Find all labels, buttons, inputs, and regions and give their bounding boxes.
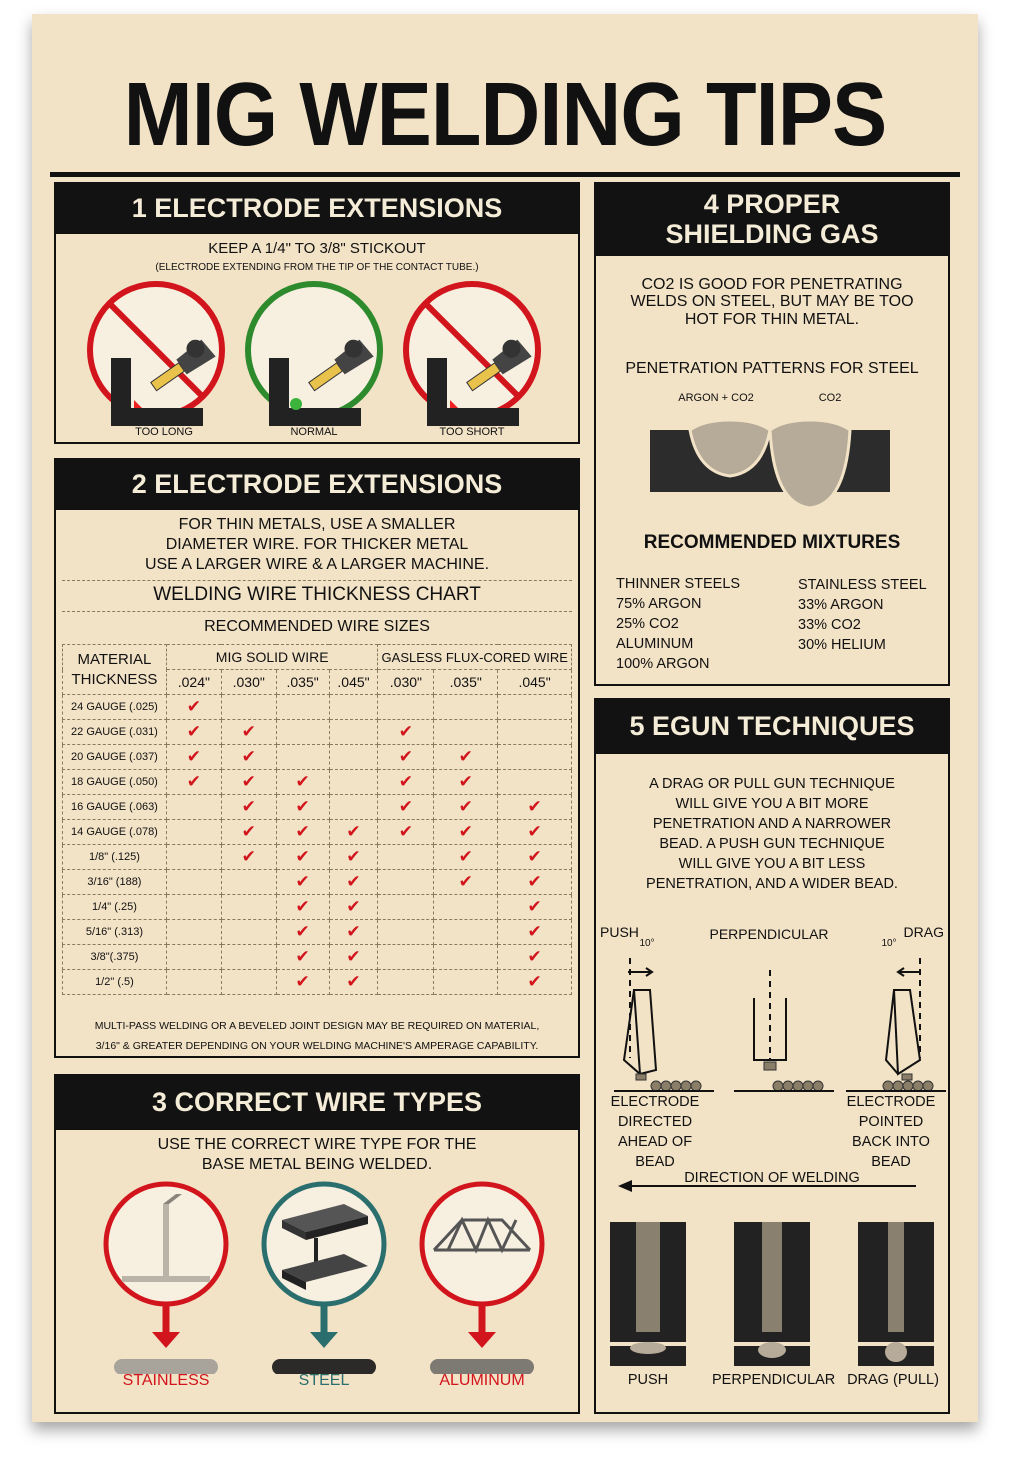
- bead-label-drag: DRAG (PULL): [847, 1372, 939, 1388]
- wire-size-header: .035": [434, 670, 498, 695]
- empty-cell: [221, 695, 276, 720]
- empty-cell: [276, 695, 329, 720]
- material-header-line-2: THICKNESS: [71, 670, 158, 688]
- aluminum-diagram: [422, 1184, 542, 1374]
- material-thickness-cell: 22 GAUGE (.031): [63, 720, 167, 745]
- check-mark-icon: ✔: [329, 845, 378, 870]
- push-desc-1: ELECTRODE: [610, 1094, 700, 1110]
- page-title: MIG WELDING TIPS: [123, 65, 887, 165]
- check-mark-icon: ✔: [498, 970, 572, 995]
- empty-cell: [498, 695, 572, 720]
- section-5-text-1: A DRAG OR PULL GUN TECHNIQUE: [649, 776, 895, 792]
- material-thickness-cell: 3/8"(.375): [63, 945, 167, 970]
- check-mark-icon: ✔: [378, 795, 434, 820]
- drag-angle: 10°: [881, 938, 897, 949]
- table-row: [63, 745, 572, 770]
- check-mark-icon: ✔: [434, 870, 498, 895]
- label-stainless: STAINLESS: [122, 1372, 210, 1389]
- check-mark-icon: ✔: [498, 820, 572, 845]
- empty-cell: [498, 745, 572, 770]
- empty-cell: [221, 945, 276, 970]
- empty-cell: [221, 920, 276, 945]
- chart-footnote-2: 3/16" & GREATER DEPENDING ON YOUR WELDING MACHINE'S AMPERAGE CAPABILITY.: [95, 1040, 539, 1052]
- section-4-text-2: WELDS ON STEEL, BUT MAY BE TOO: [630, 293, 914, 310]
- empty-cell: [221, 870, 276, 895]
- empty-cell: [166, 820, 221, 845]
- label-too-short: TOO SHORT: [439, 426, 505, 438]
- check-mark-icon: ✔: [378, 745, 434, 770]
- check-mark-icon: ✔: [276, 945, 329, 970]
- check-mark-icon: ✔: [329, 945, 378, 970]
- steel-diagram: [264, 1184, 384, 1374]
- check-mark-icon: ✔: [276, 770, 329, 795]
- chart-rule-top: [62, 580, 572, 581]
- check-mark-icon: ✔: [221, 795, 276, 820]
- bead-label-perpendicular: PERPENDICULAR: [712, 1372, 836, 1388]
- stainless-diagram: [106, 1184, 226, 1374]
- section-2-heading: 2 ELECTRODE EXTENSIONS: [54, 458, 580, 510]
- penetration-patterns: [650, 412, 890, 508]
- check-mark-icon: ✔: [276, 820, 329, 845]
- empty-cell: [276, 720, 329, 745]
- push-angle: 10°: [639, 938, 655, 949]
- check-mark-icon: ✔: [221, 770, 276, 795]
- section-3-text-1: USE THE CORRECT WIRE TYPE FOR THE: [157, 1136, 477, 1153]
- label-drag: DRAG: [903, 924, 944, 940]
- chart-title: WELDING WIRE THICKNESS CHART: [153, 584, 481, 605]
- empty-cell: [378, 945, 434, 970]
- drag-desc-3: BACK INTO: [852, 1134, 930, 1150]
- mix-aluminum: ALUMINUM: [616, 636, 694, 652]
- label-too-long: TOO LONG: [135, 426, 193, 438]
- check-mark-icon: ✔: [434, 795, 498, 820]
- section-5-heading: 5 EGUN TECHNIQUES: [594, 698, 950, 754]
- empty-cell: [166, 920, 221, 945]
- label-co2: CO2: [818, 392, 842, 404]
- check-mark-icon: ✔: [498, 895, 572, 920]
- drag-desc-2: POINTED: [858, 1114, 924, 1130]
- check-mark-icon: ✔: [276, 870, 329, 895]
- direction-of-welding: DIRECTION OF WELDING: [684, 1170, 860, 1186]
- wire-size-header: .030": [221, 670, 276, 695]
- section-3-heading: 3 CORRECT WIRE TYPES: [54, 1074, 580, 1130]
- mixtures-title: RECOMMENDED MIXTURES: [643, 532, 901, 553]
- empty-cell: [166, 870, 221, 895]
- check-mark-icon: ✔: [329, 895, 378, 920]
- push-desc-3: AHEAD OF: [617, 1134, 693, 1150]
- check-mark-icon: ✔: [378, 770, 434, 795]
- check-mark-icon: ✔: [276, 895, 329, 920]
- mix-30-helium: 30% HELIUM: [798, 637, 886, 653]
- wire-size-header: .045": [329, 670, 378, 695]
- table-header-row-1: [63, 645, 572, 670]
- empty-cell: [166, 945, 221, 970]
- section-3-text-2: BASE METAL BEING WELDED.: [201, 1156, 433, 1173]
- material-thickness-cell: 20 GAUGE (.037): [63, 745, 167, 770]
- check-mark-icon: ✔: [434, 745, 498, 770]
- empty-cell: [221, 895, 276, 920]
- check-mark-icon: ✔: [166, 695, 221, 720]
- check-mark-icon: ✔: [221, 820, 276, 845]
- push-desc-4: BEAD: [635, 1154, 675, 1170]
- empty-cell: [434, 720, 498, 745]
- material-thickness-cell: 24 GAUGE (.025): [63, 695, 167, 720]
- material-header-line-1: MATERIAL: [77, 650, 152, 668]
- wire-size-header: .030": [378, 670, 434, 695]
- empty-cell: [434, 895, 498, 920]
- material-thickness-cell: 16 GAUGE (.063): [63, 795, 167, 820]
- check-mark-icon: ✔: [498, 945, 572, 970]
- check-mark-icon: ✔: [378, 720, 434, 745]
- check-mark-icon: ✔: [221, 745, 276, 770]
- empty-cell: [498, 770, 572, 795]
- empty-cell: [378, 895, 434, 920]
- push-desc-2: DIRECTED: [617, 1114, 693, 1130]
- table-row: [63, 945, 572, 970]
- flux-cored-wire-header: GASLESS FLUX-CORED WIRE: [378, 645, 572, 670]
- penetration-title: PENETRATION PATTERNS FOR STEEL: [625, 360, 919, 377]
- check-mark-icon: ✔: [166, 720, 221, 745]
- left-mixtures: [616, 574, 740, 674]
- check-mark-icon: ✔: [329, 920, 378, 945]
- section-5-text-2: WILL GIVE YOU A BIT MORE: [675, 796, 869, 812]
- section-1-line-2: (ELECTRODE EXTENDING FROM THE TIP OF THE CONTACT TUBE.): [155, 262, 479, 273]
- table-row: [63, 695, 572, 720]
- table-row: [63, 820, 572, 845]
- table-row: [63, 845, 572, 870]
- material-thickness-cell: 1/2" (.5): [63, 970, 167, 995]
- wire-size-header: .045": [498, 670, 572, 695]
- too-short-diagram: [406, 284, 538, 426]
- wire-size-header: .035": [276, 670, 329, 695]
- section-5-text-3: PENETRATION AND A NARROWER: [652, 816, 892, 832]
- empty-cell: [378, 845, 434, 870]
- label-aluminum: ALUMINUM: [439, 1372, 525, 1389]
- label-push: PUSH: [600, 924, 639, 940]
- wire-size-header: .024": [166, 670, 221, 695]
- table-row: [63, 870, 572, 895]
- material-thickness-cell: 1/4" (.25): [63, 895, 167, 920]
- section-5-text-4: BEAD. A PUSH GUN TECHNIQUE: [659, 836, 885, 852]
- check-mark-icon: ✔: [434, 845, 498, 870]
- empty-cell: [434, 695, 498, 720]
- drag-desc-1: ELECTRODE: [846, 1094, 936, 1110]
- bead-label-push: PUSH: [627, 1372, 669, 1388]
- chart-subtitle: RECOMMENDED WIRE SIZES: [204, 618, 430, 635]
- chart-footnote-1: MULTI-PASS WELDING OR A BEVELED JOINT DESIGN MAY BE REQUIRED ON MATERIAL,: [94, 1020, 540, 1032]
- empty-cell: [434, 970, 498, 995]
- direction-arrow: [618, 1178, 918, 1194]
- label-argon-co2: ARGON + CO2: [678, 392, 754, 404]
- section-4-heading-line-1: 4 PROPER: [703, 189, 841, 219]
- material-thickness-cell: 3/16" (188): [63, 870, 167, 895]
- check-mark-icon: ✔: [276, 920, 329, 945]
- empty-cell: [166, 895, 221, 920]
- chart-rule-mid: [62, 611, 572, 612]
- check-mark-icon: ✔: [378, 820, 434, 845]
- gun-technique-diagrams: [594, 950, 950, 1094]
- check-mark-icon: ✔: [276, 795, 329, 820]
- right-mixtures: [798, 575, 927, 655]
- empty-cell: [221, 970, 276, 995]
- empty-cell: [329, 720, 378, 745]
- empty-cell: [276, 745, 329, 770]
- section-4-text-3: HOT FOR THIN METAL.: [684, 311, 860, 328]
- mix-75-argon: 75% ARGON: [616, 596, 702, 612]
- check-mark-icon: ✔: [329, 970, 378, 995]
- empty-cell: [329, 745, 378, 770]
- table-row: [63, 795, 572, 820]
- empty-cell: [329, 770, 378, 795]
- material-thickness-cell: 14 GAUGE (.078): [63, 820, 167, 845]
- check-mark-icon: ✔: [276, 970, 329, 995]
- section-2-text-2: DIAMETER WIRE. FOR THICKER METAL: [165, 536, 469, 553]
- stickout-diagrams: [54, 272, 580, 444]
- label-steel: STEEL: [298, 1372, 350, 1389]
- section-2-text-1: FOR THIN METALS, USE A SMALLER: [178, 516, 456, 533]
- check-mark-icon: ✔: [221, 720, 276, 745]
- check-mark-icon: ✔: [498, 795, 572, 820]
- mix-25-co2: 25% CO2: [616, 616, 679, 632]
- table-row: [63, 895, 572, 920]
- wire-type-diagrams: [54, 1174, 580, 1374]
- too-long-diagram: [90, 284, 222, 426]
- check-mark-icon: ✔: [329, 820, 378, 845]
- section-2-text-3: USE A LARGER WIRE & A LARGER MACHINE.: [144, 556, 490, 573]
- material-thickness-cell: 1/8" (.125): [63, 845, 167, 870]
- bead-patterns: [610, 1222, 934, 1368]
- mix-33-co2: 33% CO2: [798, 617, 861, 633]
- table-row: [63, 970, 572, 995]
- material-thickness-cell: 18 GAUGE (.050): [63, 770, 167, 795]
- empty-cell: [434, 945, 498, 970]
- mix-33-argon: 33% ARGON: [798, 597, 884, 613]
- section-4-heading: [594, 182, 950, 256]
- mix-thinner-steels: THINNER STEELS: [616, 576, 741, 592]
- section-5-text: [594, 774, 950, 894]
- table-row: [63, 720, 572, 745]
- drag-desc-4: BEAD: [871, 1154, 911, 1170]
- section-5-text-6: PENETRATION, AND A WIDER BEAD.: [646, 876, 898, 892]
- label-normal: NORMAL: [290, 426, 338, 438]
- empty-cell: [378, 970, 434, 995]
- title-rule: [50, 172, 960, 177]
- empty-cell: [378, 920, 434, 945]
- empty-cell: [166, 795, 221, 820]
- section-5-text-5: WILL GIVE YOU A BIT LESS: [678, 856, 866, 872]
- empty-cell: [166, 970, 221, 995]
- check-mark-icon: ✔: [498, 920, 572, 945]
- empty-cell: [434, 920, 498, 945]
- empty-cell: [378, 870, 434, 895]
- mix-stainless-steel: STAINLESS STEEL: [798, 577, 927, 593]
- check-mark-icon: ✔: [166, 745, 221, 770]
- table-row: [63, 770, 572, 795]
- check-mark-icon: ✔: [276, 845, 329, 870]
- section-4-heading-line-2: SHIELDING GAS: [665, 219, 879, 249]
- mig-solid-wire-header: MIG SOLID WIRE: [166, 645, 378, 670]
- material-thickness-cell: 5/16" (.313): [63, 920, 167, 945]
- section-4-text-1: CO2 IS GOOD FOR PENETRATING: [641, 276, 903, 293]
- check-mark-icon: ✔: [434, 820, 498, 845]
- wire-thickness-table: [62, 644, 572, 995]
- normal-diagram: [248, 284, 380, 426]
- check-mark-icon: ✔: [434, 770, 498, 795]
- empty-cell: [329, 695, 378, 720]
- empty-cell: [329, 795, 378, 820]
- push-description: [602, 1092, 708, 1172]
- mix-100-argon: 100% ARGON: [616, 656, 710, 672]
- check-mark-icon: ✔: [166, 770, 221, 795]
- empty-cell: [498, 720, 572, 745]
- table-row: [63, 920, 572, 945]
- check-mark-icon: ✔: [329, 870, 378, 895]
- drag-description: [838, 1092, 944, 1172]
- section-1-line-1: KEEP A 1/4" TO 3/8" STICKOUT: [208, 240, 426, 257]
- check-mark-icon: ✔: [498, 870, 572, 895]
- label-perpendicular: PERPENDICULAR: [709, 926, 829, 942]
- check-mark-icon: ✔: [498, 845, 572, 870]
- empty-cell: [166, 845, 221, 870]
- check-mark-icon: ✔: [221, 845, 276, 870]
- empty-cell: [378, 695, 434, 720]
- material-thickness-header: [63, 645, 167, 695]
- section-1-heading: 1 ELECTRODE EXTENSIONS: [54, 182, 580, 234]
- poster: [32, 14, 978, 1422]
